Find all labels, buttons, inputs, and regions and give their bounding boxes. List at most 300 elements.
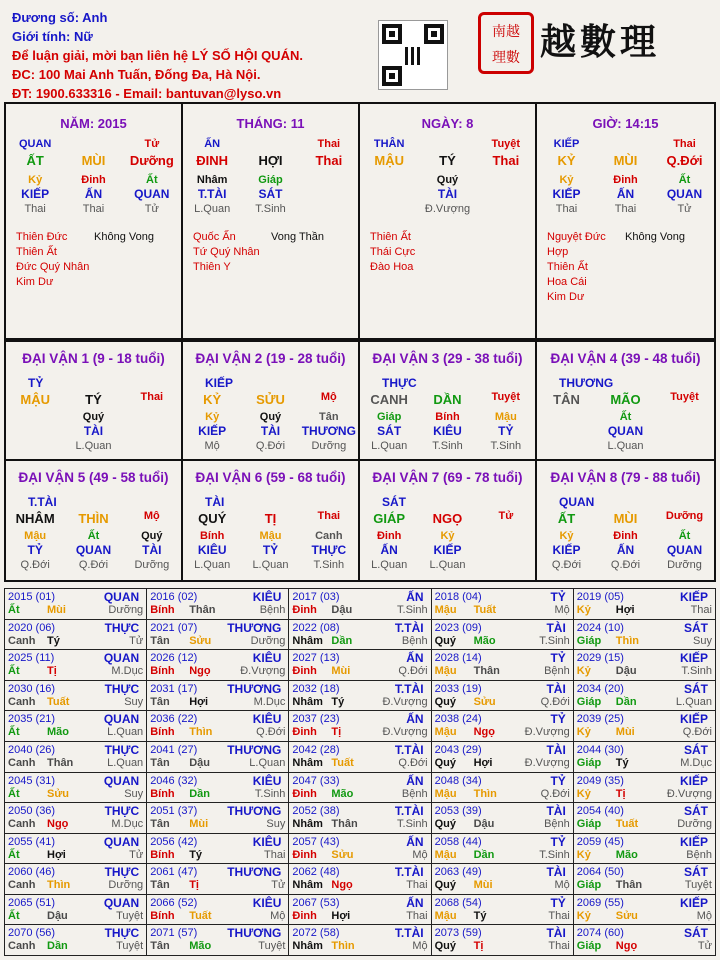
pillar-r1-cell: KIẾP — [553, 138, 580, 150]
year-star: QUAN — [103, 651, 140, 666]
year-label: 2025 (11) — [8, 652, 55, 665]
year-cell[interactable] — [289, 711, 430, 741]
life-stage: Mộ — [204, 440, 220, 452]
year-branch: Dần — [189, 787, 210, 800]
dai-van-star: THỰC — [382, 376, 417, 390]
note-item: Không Vong — [625, 231, 685, 243]
year-stage: Thai — [406, 879, 428, 892]
year-stem: Quý — [434, 695, 456, 708]
year-star: TÀI — [546, 681, 566, 696]
pillar-notes — [6, 230, 181, 290]
year-star: THƯƠNG — [227, 804, 282, 819]
year-cell[interactable] — [5, 650, 146, 680]
dai-van-hidden — [537, 410, 714, 424]
life-stage: Q.Đới — [551, 559, 582, 571]
dai-van-can: CANH — [370, 392, 408, 407]
year-star: TÀI — [546, 804, 566, 819]
dai-van-stages — [6, 558, 181, 572]
year-label: 2070 (56) — [8, 927, 56, 940]
dai-van-main — [6, 509, 181, 529]
pillar-r5-cell: Tử — [677, 203, 692, 215]
year-stem: Tân — [150, 879, 170, 892]
pillar-r5-cell: Thai — [24, 203, 46, 215]
year-branch: Dậu — [473, 818, 495, 831]
pillar-r2-cell: Thai — [315, 153, 343, 168]
pillar-r3-cell: Nhâm — [196, 174, 228, 186]
pillar-0 — [6, 104, 183, 338]
year-cell[interactable] — [5, 711, 146, 741]
year-star: SÁT — [683, 804, 708, 819]
year-branch: Ngọ — [47, 818, 69, 831]
year-cell[interactable] — [289, 742, 430, 772]
subject-gender: Giới tính: Nữ — [12, 29, 93, 44]
dai-van-8 — [537, 461, 714, 580]
year-cell[interactable] — [289, 620, 430, 650]
life-stage: Q.Đới — [20, 559, 50, 571]
year-cell[interactable] — [432, 895, 573, 925]
dai-van-can: NHÂM — [15, 511, 55, 526]
year-cell[interactable] — [5, 589, 146, 619]
hidden-star: TÀI — [260, 424, 281, 438]
pillar-r3-cell — [477, 173, 535, 187]
pillar-3 — [537, 104, 714, 338]
year-star: KIẾP — [679, 590, 708, 604]
year-branch: Tuất — [189, 909, 212, 922]
year-cell[interactable] — [432, 925, 573, 955]
year-branch: Mão — [47, 726, 69, 739]
life-stage: L.Quan — [371, 440, 408, 452]
year-cell[interactable] — [5, 742, 146, 772]
logo-text: 越數理 — [540, 21, 661, 63]
pillar-r5-cell: Đ.Vượng — [424, 203, 471, 215]
year-star: SÁT — [683, 865, 708, 880]
pillar-r4-cell: KIẾP — [21, 187, 50, 201]
year-branch: Thìn — [331, 940, 355, 953]
year-star: T.TÀI — [394, 804, 424, 819]
year-stem: Mậu — [434, 665, 457, 678]
year-cell[interactable] — [5, 620, 146, 650]
pillar-r3-cell: Quý — [436, 174, 459, 186]
year-cell[interactable] — [574, 925, 715, 955]
year-label: 2024 (10) — [576, 621, 624, 634]
year-stage: Suy — [266, 818, 286, 831]
pillar-title: NĂM: 2015 — [60, 116, 127, 131]
year-stem: Nhâm — [292, 634, 323, 647]
year-cell[interactable] — [147, 742, 288, 772]
year-cell[interactable] — [289, 895, 430, 925]
year-label: 2059 (45) — [576, 835, 624, 848]
note-item: Đào Hoa — [370, 261, 414, 273]
year-stage: Thai — [406, 909, 428, 922]
year-cell[interactable] — [574, 589, 715, 619]
year-cell[interactable] — [147, 864, 288, 894]
year-label: 2071 (57) — [150, 927, 198, 940]
hidden-star: TỶ — [498, 424, 514, 438]
year-stem: Ất — [8, 909, 20, 922]
year-cell[interactable] — [147, 681, 288, 711]
year-star: T.TÀI — [394, 865, 424, 880]
year-cell[interactable] — [289, 864, 430, 894]
year-cell[interactable] — [5, 895, 146, 925]
dai-van-chi: TỊ — [264, 511, 277, 526]
year-label: 2029 (15) — [576, 652, 624, 665]
notes-right — [448, 230, 535, 275]
year-star: SÁT — [683, 926, 708, 941]
year-branch: Dậu — [615, 665, 637, 678]
year-cell[interactable] — [5, 773, 146, 803]
dai-van-chi: THÌN — [78, 511, 109, 526]
dai-van-can: TÂN — [553, 392, 580, 407]
pillar-row — [360, 202, 535, 216]
year-branch: Mùi — [47, 604, 66, 616]
life-stage — [6, 439, 64, 453]
year-branch: Thân — [189, 604, 216, 616]
dai-van-hidden — [360, 410, 535, 424]
life-stage — [655, 439, 714, 453]
year-label: 2064 (50) — [576, 866, 624, 879]
year-label: 2054 (40) — [576, 805, 624, 818]
hidden-star: THƯƠNG — [301, 424, 356, 438]
year-cell[interactable] — [289, 773, 430, 803]
pillar-r2-cell: ẤT — [26, 153, 44, 168]
year-cell[interactable] — [574, 803, 715, 833]
year-stage: L.Quan — [249, 756, 286, 769]
year-cell[interactable] — [574, 895, 715, 925]
address-line: ĐC: 100 Mai Anh Tuấn, Đống Đa, Hà Nội. — [12, 67, 261, 82]
year-label: 2023 (09) — [434, 621, 482, 634]
year-cell[interactable] — [5, 864, 146, 894]
year-branch: Tị — [189, 879, 199, 892]
year-stage: Tử — [129, 848, 144, 861]
year-cell[interactable] — [432, 834, 573, 864]
pillar-row — [537, 173, 714, 187]
year-cell[interactable] — [289, 803, 430, 833]
notes-left — [16, 230, 94, 290]
note-item: Kim Dư — [547, 291, 585, 303]
pillar-r4-cell: TÀI — [437, 187, 458, 201]
pillar-r2-cell: ĐINH — [196, 153, 229, 168]
year-stage: Tuyệt — [258, 940, 286, 953]
year-label: 2057 (43) — [292, 835, 340, 848]
year-label: 2042 (28) — [292, 743, 340, 756]
dai-van-title: ĐẠI VẬN 4 (39 - 48 tuổi) — [550, 351, 701, 366]
dai-van-title: ĐẠI VẬN 1 (9 - 18 tuổi) — [22, 351, 165, 366]
pillar-r2-cell: MẬU — [374, 153, 404, 168]
pillar-1 — [183, 104, 360, 338]
pillar-row — [537, 202, 714, 216]
year-branch: Dậu — [47, 909, 68, 922]
pillar-r3-cell: Ất — [678, 174, 691, 186]
year-stage: Suy — [693, 634, 712, 647]
year-stage: T.Sinh — [681, 665, 712, 678]
year-stem: Mậu — [434, 909, 457, 922]
life-stage: L.Quan — [371, 559, 408, 571]
year-cell[interactable] — [432, 620, 573, 650]
hidden-star — [655, 424, 714, 439]
pillar-r3-cell: Kỷ — [28, 174, 43, 186]
pillar-r4-cell: T.TÀI — [197, 187, 227, 201]
dai-van-stage: Thai — [140, 391, 164, 403]
pillar-r1-cell: Tuyệt — [491, 138, 521, 150]
year-stage: Thai — [548, 940, 570, 953]
year-star: KIẾP — [679, 651, 708, 666]
year-cell[interactable] — [574, 864, 715, 894]
pillar-r4-cell: QUAN — [134, 187, 170, 201]
life-stage — [123, 439, 181, 453]
dai-van-stages — [537, 558, 714, 572]
year-cell[interactable] — [432, 681, 573, 711]
hidden-stem: Ất — [87, 530, 100, 542]
year-branch: Tị — [47, 665, 57, 678]
year-cell[interactable] — [432, 864, 573, 894]
year-stage: Q.Đới — [682, 726, 712, 739]
pillar-notes — [183, 230, 358, 275]
year-branch: Sửu — [473, 695, 496, 708]
notes-left — [193, 230, 271, 275]
year-stage: Đ.Vượng — [382, 695, 428, 708]
year-cell[interactable] — [289, 834, 430, 864]
year-cell[interactable] — [574, 834, 715, 864]
dai-van-2 — [183, 342, 360, 461]
dai-van-stars — [6, 543, 181, 558]
year-stage: Đ.Vượng — [666, 787, 712, 800]
year-stage: Dưỡng — [677, 818, 712, 831]
year-cell[interactable] — [574, 620, 715, 650]
dai-van-title: ĐẠI VẬN 7 (69 - 78 tuổi) — [372, 470, 523, 485]
dai-van-hidden — [537, 529, 714, 543]
dai-van-6 — [183, 461, 360, 580]
pillar-r5-cell: Thai — [82, 203, 105, 215]
year-cell[interactable] — [574, 711, 715, 741]
year-cell[interactable] — [289, 589, 430, 619]
year-star: THƯƠNG — [227, 865, 282, 880]
year-stage: Bệnh — [259, 604, 286, 616]
year-label: 2046 (32) — [150, 774, 198, 787]
year-star: ẤN — [406, 773, 424, 788]
pillar-r5-cell: Tử — [144, 203, 159, 215]
year-stage: M.Dục — [111, 665, 144, 678]
year-label: 2048 (34) — [434, 774, 482, 787]
year-stage: Bệnh — [686, 848, 712, 861]
pillar-r4-cell: SÁT — [258, 187, 283, 201]
hidden-stem: Bính — [435, 411, 460, 423]
dai-van-stages — [183, 558, 358, 572]
year-star: T.TÀI — [394, 742, 424, 757]
year-star: THƯƠNG — [227, 926, 282, 941]
pillar-row — [537, 187, 714, 202]
year-branch: Tý — [47, 634, 60, 647]
year-label: 2069 (55) — [576, 896, 624, 909]
year-branch: Sửu — [47, 787, 70, 800]
year-cell[interactable] — [432, 773, 573, 803]
year-stage: L.Quan — [107, 756, 144, 769]
year-branch: Tuất — [615, 818, 639, 831]
notes-right — [271, 230, 358, 275]
dai-van-hidden — [183, 410, 358, 424]
dai-van-can: MẬU — [20, 392, 50, 407]
dai-van-main — [6, 390, 181, 410]
year-label: 2028 (14) — [434, 652, 482, 665]
year-star: TỶ — [550, 590, 566, 604]
year-cell[interactable] — [432, 589, 573, 619]
year-star: TÀI — [546, 620, 566, 635]
year-star: KIÊU — [252, 590, 282, 604]
year-branch: Hợi — [615, 604, 635, 616]
year-stem: Mậu — [434, 848, 457, 861]
year-star: TỶ — [550, 712, 566, 727]
year-cell[interactable] — [147, 925, 288, 955]
year-label: 2021 (07) — [150, 621, 198, 634]
dai-van-stage: Mộ — [143, 510, 160, 522]
hidden-stem — [537, 410, 596, 424]
dai-van-hidden — [6, 529, 181, 543]
year-branch: Thân — [47, 756, 74, 769]
year-cell[interactable] — [147, 650, 288, 680]
year-stage: L.Quan — [675, 695, 712, 708]
year-label: 2061 (47) — [150, 866, 198, 879]
year-stage: Dưỡng — [108, 879, 144, 892]
year-branch: Ngọ — [473, 726, 495, 739]
year-label: 2047 (33) — [292, 774, 340, 787]
year-label: 2018 (04) — [434, 591, 482, 603]
year-cell[interactable] — [289, 925, 430, 955]
year-branch: Ngọ — [615, 940, 638, 953]
dai-van-hidden — [6, 410, 181, 424]
hidden-star: TÀI — [83, 424, 104, 438]
notes-right — [94, 230, 181, 290]
note-item: Nguyệt Đức Hợp — [547, 231, 606, 258]
pillar-r4-cell — [300, 187, 358, 202]
year-cell[interactable] — [432, 650, 573, 680]
year-stage: T.Sinh — [539, 634, 570, 647]
pillar-title: GIỜ: 14:15 — [592, 116, 659, 131]
year-stem: Nhâm — [292, 695, 323, 708]
year-cell[interactable] — [147, 711, 288, 741]
note-item: Thiên Ất — [16, 246, 57, 258]
year-label: 2019 (05) — [576, 591, 624, 603]
year-label: 2072 (58) — [292, 927, 340, 940]
year-label: 2055 (41) — [8, 835, 56, 848]
year-cell[interactable] — [147, 803, 288, 833]
year-stem: Giáp — [576, 818, 602, 831]
year-stage: Mộ — [412, 940, 428, 953]
pillar-row — [6, 173, 181, 187]
pillar-title: THÁNG: 11 — [236, 116, 305, 131]
year-cell[interactable] — [289, 650, 430, 680]
year-star: KIÊU — [252, 651, 282, 666]
year-label: 2063 (49) — [434, 866, 482, 879]
year-stem: Bính — [150, 726, 175, 739]
dai-van-4 — [537, 342, 714, 461]
year-star: TỶ — [550, 651, 566, 666]
year-label: 2058 (44) — [434, 835, 482, 848]
year-cell[interactable] — [5, 925, 146, 955]
year-cell[interactable] — [5, 834, 146, 864]
dai-van-7 — [360, 461, 537, 580]
year-cell[interactable] — [574, 681, 715, 711]
dai-van-hidden — [360, 529, 535, 543]
year-star: QUAN — [103, 773, 140, 788]
life-stage: T.Sinh — [490, 440, 522, 452]
year-cell[interactable] — [432, 711, 573, 741]
year-cell[interactable] — [432, 803, 573, 833]
year-stage: M.Dục — [111, 818, 144, 831]
year-star: ẤN — [406, 834, 424, 849]
year-stem: Bính — [150, 848, 175, 861]
year-stem: Nhâm — [292, 756, 323, 769]
year-label: 2041 (27) — [150, 743, 198, 756]
qr-code[interactable] — [378, 20, 448, 90]
year-stem: Bính — [150, 604, 175, 616]
year-stage: L.Quan — [107, 726, 144, 739]
dai-van-title: ĐẠI VẬN 8 (79 - 88 tuổi) — [550, 470, 701, 485]
hidden-star — [123, 424, 181, 439]
year-cell[interactable] — [432, 742, 573, 772]
dai-van-main — [360, 509, 535, 529]
year-label: 2020 (06) — [8, 621, 56, 634]
year-cell[interactable] — [5, 681, 146, 711]
year-label: 2049 (35) — [576, 774, 624, 787]
year-stem: Kỷ — [576, 665, 591, 678]
year-stem: Kỷ — [576, 604, 591, 616]
year-stage: M.Dục — [253, 695, 286, 708]
year-cell[interactable] — [147, 773, 288, 803]
year-stem: Tân — [150, 940, 170, 953]
pillar-row — [183, 202, 358, 216]
year-star: TỶ — [550, 773, 566, 788]
year-branch: Tuất — [47, 695, 70, 708]
year-cell[interactable] — [147, 589, 288, 619]
year-stem: Ất — [8, 787, 20, 800]
pillar-r5-cell: Thai — [555, 203, 578, 215]
pillar-row — [6, 137, 181, 151]
year-stage: Tử — [129, 634, 144, 647]
year-cell[interactable] — [574, 650, 715, 680]
year-branch: Tuất — [473, 604, 496, 616]
year-stage: Đ.Vượng — [524, 726, 570, 739]
year-star: SÁT — [683, 742, 708, 757]
year-stem: Mậu — [434, 604, 457, 616]
pillar-r1-cell — [418, 137, 476, 151]
hidden-star: QUAN — [75, 543, 112, 557]
hidden-star: SÁT — [377, 424, 402, 438]
dai-van-title: ĐẠI VẬN 2 (19 - 28 tuổi) — [195, 351, 346, 366]
dai-van-chi: MÃO — [610, 392, 641, 407]
pillar-r1-cell: Thai — [317, 138, 341, 150]
year-stem: Bính — [150, 787, 175, 800]
life-stage: L.Quan — [75, 440, 112, 452]
year-star: T.TÀI — [394, 620, 424, 635]
dai-van-title: ĐẠI VẬN 3 (29 - 38 tuổi) — [372, 351, 523, 366]
year-cell[interactable] — [289, 681, 430, 711]
year-branch: Thìn — [615, 634, 640, 647]
year-cell[interactable] — [574, 742, 715, 772]
note-item: Hoa Cái — [547, 276, 587, 288]
year-cell[interactable] — [147, 895, 288, 925]
year-stem: Quý — [434, 634, 456, 647]
year-cell[interactable] — [5, 803, 146, 833]
hidden-star: TÀI — [142, 543, 162, 557]
year-cell[interactable] — [147, 620, 288, 650]
life-stage: T.Sinh — [432, 440, 463, 452]
year-cell[interactable] — [147, 834, 288, 864]
year-cell[interactable] — [574, 773, 715, 803]
note-item: Vong Thần — [271, 231, 325, 243]
year-star: THƯƠNG — [227, 742, 282, 757]
pillar-r4-cell — [477, 187, 535, 202]
year-star: ẤN — [406, 895, 424, 910]
year-star: QUAN — [103, 590, 140, 604]
